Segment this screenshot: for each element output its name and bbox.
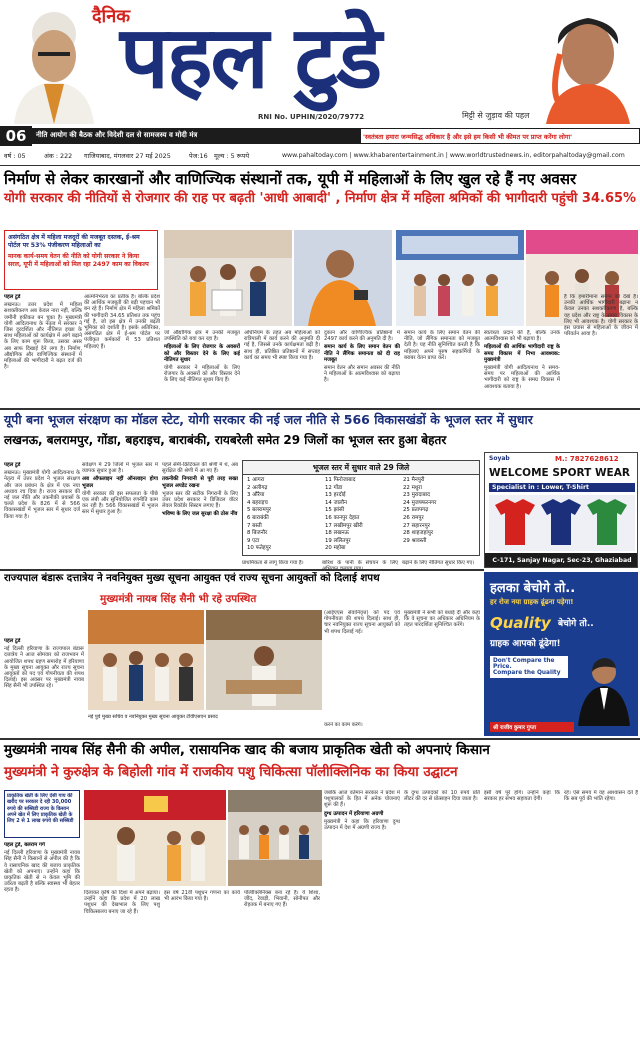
- story1-col7-text: स्वतंत्रता प्रदान की है, बल्कि उनके आत्मविश्वास को भी बढ़ाया है।: [484, 330, 560, 343]
- story1-col6-text: समान कार्य के लिए समान वेतन की नीति, जो लैंगिक समानता को मजबूत देती है। यह नीति सुनिश्चित करती है कि महिलाएं अपने पुरुष सहकर्मियों के बराबर वेतन प्राप्त करें।: [404, 330, 480, 361]
- story1-box1: असंगठित क्षेत्र में महिला मजदूरों की मजबूत दस्तक, ई-श्रम पोर्टल पर 53% पंजीकरण महिलाओं का: [8, 234, 140, 249]
- ticker-right-text: 'स्वतंत्रता हमारा जन्मसिद्ध अधिकार है और इसे हम किसी भी कीमत पर प्राप्त करेंगा लोगा': [363, 133, 573, 141]
- story4-col8-text: रहे। ऐसे समय में वह आश्वासन देते हैं कि सब पूर्व की भांति रहेगा।: [564, 790, 638, 803]
- ad2-name: श्री राजीव कुमार गुप्ता: [490, 722, 574, 732]
- district-item: 29 श्रावस्ती: [403, 537, 427, 544]
- district-item: 5 बलरामपुर: [247, 507, 271, 514]
- district-item: 13 हरदोई: [325, 492, 346, 499]
- district-item: 9 एटा: [247, 537, 260, 544]
- district-item: 14 जालौन: [325, 499, 348, 506]
- story4-col2-text: दिलाकर कृषि को दिशा में अपने बढ़ाया। उन्होंने कहा कि प्रदेश में 20 लाख पशुधन की देखभाल के लिए पशु चिकित्सालय बनाए जा रहे हैं।: [84, 890, 160, 915]
- story1-col3-sub: महिलाओं के लिए रोजगार के अवसरों को और विस्तार देने के लिए कई नीतिगत सुधार: [164, 344, 240, 363]
- story3-col4-text: करने का काम करेंगे।: [324, 722, 363, 728]
- story3-caption: नई पुर्व मुख्य सचिव व नवनियुक्त मुख्य सूचना आयुक्त टीवीएसएन प्रसाद: [88, 714, 218, 720]
- story1-col2-text: आत्मनिर्भरता का प्रतीक है। बल्कि प्रदेश की आर्थिक मजबूती की बड़ी पहचान भी बन रहे हैं। निर्माण क्षेत्र में महिला श्रमिकों की भागीदारी 34.65 प्रतिशत तक पहुंच गई है, जो इस क्षेत्र में उनकी बढ़ती भूमिका को दर्शाती है। इसके अतिरिक्त, असंगठित क्षेत्र में ई-श्रम पोर्टल पर पंजीकृत कर्मकारों में 53 प्रतिशत महिलाएं हैं।: [84, 294, 160, 350]
- story4-col-8: [564, 790, 638, 1036]
- page-number: 06: [0, 126, 32, 146]
- story1-byline: पहल टुडे: [4, 294, 21, 300]
- ad-sportwear: [484, 452, 638, 568]
- story1-col5-text2: समान वेतन और समान अवसर की नीति ने महिलाओं के आत्मविश्वास को बढ़ाया है।: [324, 365, 400, 384]
- story3-col3-text: मुख्यमंत्री ने सभी को बधाई दी और कहा कि वे सूचना का अधिकार अधिनियम के तहत पारदर्शिता सुनिश्चित करेंगे।: [404, 610, 480, 629]
- story1-photo-3: [396, 230, 524, 326]
- story1-col8-text: है कि हमारीमाना समान को देखे हैं। उनकी आर्थिक भागीदारी बढ़ाना न केवल उनका सशक्तीकरण है, बल्कि यह प्रदेश और राष्ट्र के समग्र विकास के लिए भी आवश्यक है। योगी सरकार के इस प्रयास से महिलाओं के जीवन में परिवर्तन आया है।: [564, 294, 638, 338]
- story1-col-3: [164, 330, 240, 406]
- story4-col-5: [324, 790, 400, 1036]
- district-item: 21 मैनपुरी: [403, 477, 425, 483]
- story2-col-2: [82, 462, 158, 566]
- story3-col-3: [404, 610, 480, 726]
- story1-col-5: [324, 330, 400, 406]
- district-item: 24 मुजफ्फरनगर: [403, 499, 437, 506]
- story1-col-4: [244, 330, 320, 406]
- masthead: [0, 0, 640, 128]
- ticker-left: नीति आयोग की बैठक और विदेशी दल से सामजस्य व मोदी मंत्र: [36, 131, 198, 139]
- story2-col2-sub: अब ऑफलाइन नहीं ऑनलाइन होगा भूजल: [82, 476, 158, 489]
- story2-col3-sub2: भविष्य के लिए जल सुरक्षा की ठोस नींव: [162, 511, 238, 518]
- ad1-phone: M.: 7827628612: [555, 455, 619, 463]
- district-item: 27 सहारनपुर: [403, 522, 430, 529]
- story3-col-2: [324, 610, 400, 726]
- ad2-quality: Quality: [490, 614, 551, 632]
- ad1-spec: Specialist in : Lower, T-Shirt: [489, 483, 635, 492]
- district-item: 20 महोबा: [325, 545, 346, 552]
- ad1-address: C-171, Sanjay Nagar, Sec-23, Ghaziabad: [485, 553, 638, 568]
- story1-box2: मानक कार्य-समय वेतन की नीति को योगी सरकार ने किया सरल, यूपी में महिलाओं को मिल रहा 2497 काम का विकल्प: [8, 253, 149, 268]
- story1-col3-text2: योगी सरकार ने महिलाओं के लिए रोजगार के अवसरों को और विस्तार देने के लिए कई नीतिगत सुधार किए हैं।: [164, 365, 240, 384]
- story4-col-7: [484, 790, 560, 1036]
- story2-col3-sub: तकनीकी निगरानी से पूरी तरह सख्त भूजल अपडेट रखना: [162, 476, 238, 489]
- ad2-person-image: [574, 654, 634, 726]
- district-item: 8 बिजनौर: [247, 530, 268, 537]
- story4-subhead: मुख्यमंत्री ने कुरुक्षेत्र के बिहोली गांव में राजकीय पशु चिकित्सा पॉलीक्लिनिक का किया उद्घाटन: [4, 765, 458, 780]
- masthead-portrait-left: [4, 4, 104, 124]
- story2-col3-text: पहले सेमी-क्रिटिकल की श्रेणी में थे, अब सुरक्षित की श्रेणी में आ गए हैं।: [162, 462, 238, 475]
- district-item: 15 झांसी: [325, 507, 345, 514]
- story4-col1-text: नई दिल्ली हरियाणा के मुख्यमंत्री नायब सिंह सैनी ने किसानों से अपील की है कि वे रासायनिक खाद की बजाय प्राकृतिक खेती को अपनाएं। उन्होंने कहा कि प्राकृतिक खेती से न केवल भूमि की उर्वरता बढ़ती है बल्कि स्वास्थ्य भी बेहतर रहता है।: [4, 850, 80, 894]
- story3-col-4: [324, 722, 480, 730]
- story2-col-1: [4, 462, 80, 566]
- story4-col5-text2: मुख्यमंत्री ने कहा कि हरियाणा दुग्ध उत्पादन में देश में अग्रणी राज्य है।: [324, 818, 400, 832]
- story1-box: [4, 230, 158, 290]
- ad2-quality-3: ग्राहक आपको ढूंढेगा!: [490, 639, 561, 649]
- story1-col4-text: अधिनियम के तहत अब महिलाओं को रात्रिपाली में कार्य करने की अनुमति दी गई है, जिससे उनके कार्यक्षमता बढ़ी है। साथ ही, प्रतिष्ठित प्रतिष्ठानों में सप्ताह कार्य का समय भी स्पष्ट किया गया है।: [244, 330, 320, 361]
- story4-col6-text: के दुग्ध उत्पादकों को 10 रुपये प्रति लीटर की दर से प्रोत्साहन दिया जाता है।: [404, 790, 480, 803]
- masthead-rni: RNI No. UPHIN/2020/79772: [258, 113, 365, 121]
- dateline: [0, 146, 640, 166]
- story1-col1-text: लखनऊ। उत्तर प्रदेश में महिला सशक्तीकरण अब केवल नारा नहीं, बल्कि जमीनी हकीकत बन चुका है। मुख्यमंत्री योगी आदित्यनाथ के नेतृत्व में सरकार ने जिस दूरदर्शिता और नीतिगत इच्छा के साथ महिलाओं को कार्यक्षेत्र में आगे बढ़ाने के लिए काम शुरू किया, उसका असर अब साफ दिखाई देने लगा है। निर्माण, औद्योगिक और वाणिज्यिक संस्थानों में महिलाओं की भागीदारी ने बढ़त दर्ज की है।: [4, 302, 82, 371]
- story1-col-2: [84, 294, 160, 406]
- story1-col-6: [404, 330, 480, 406]
- district-item: 17 लखीमपुर खीरी: [325, 522, 363, 529]
- district-item: 4 बहराइच: [247, 499, 268, 506]
- story2-col5-text: बारिश के पानी के संचयन के लिए: [322, 560, 398, 566]
- story4-col-2: [84, 890, 160, 1036]
- district-table: [242, 460, 480, 556]
- story4-photo-1: [84, 790, 226, 886]
- story1-col-8: [564, 294, 638, 406]
- district-item: 1 आगरा: [247, 477, 265, 483]
- story4-col7-text: इसी वर्ष पूरे होंगे। उन्होंने कहा कि सरकार हर संभव सहायता देगी।: [484, 790, 560, 803]
- masthead-portrait-right: [540, 4, 636, 124]
- story4-col-1: [4, 842, 80, 1036]
- divider: [0, 738, 640, 740]
- district-item: 11 फिरोजाबाद: [325, 477, 356, 483]
- district-item: 19 ललितपुर: [325, 537, 351, 544]
- story1-photo-2: [294, 230, 392, 326]
- story4-col5-sub: दुग्ध उत्पादन में हरियाणा अग्रणी: [324, 810, 384, 817]
- dateline-year: वर्ष : 05: [4, 152, 26, 160]
- story1-col5-sub: समान कार्य के लिए समान वेतन की नीति ने लैंगिक समानता को दी राह मजबूत: [324, 344, 400, 363]
- ad1-shirts-image: [489, 495, 635, 551]
- story3-byline: पहल टुडे: [4, 638, 21, 644]
- story1-col7-text2: मुख्यमंत्री योगी आदित्यनाथ ने समय-समय पर महिलाओं की आर्थिक भागीदारी को राष्ट्र के समग्र विकास में आवश्यक बताया है।: [484, 365, 560, 390]
- district-col-3: [403, 477, 477, 545]
- divider: [0, 408, 640, 410]
- story3-col2-text: (आईएएस सेवानिवृत्त) को पद एवं गोपनीयता की शपथ दिलाई। साथ ही, चार नवनियुक्त राज्य सूचना आयुक्तों को भी शपथ दिलाई गई।: [324, 610, 400, 635]
- story4-box: [4, 790, 80, 838]
- story1-col3-text: जो औद्योगिक क्षेत्र में उनकी मजबूत उपस्थिति को बयां कर रहा है।: [164, 330, 240, 343]
- ad2-english-2: Compare the Quality: [493, 670, 561, 676]
- story2-col3-text2: भूजल स्तर की सटीक निगरानी के लिए उत्तर प्रदेश सरकार ने डिजिटल वॉटर लेवल रिकॉर्डर सिस्टम लगाए हैं।: [162, 490, 238, 510]
- story4-col-6: [404, 790, 480, 1036]
- story1-headline: निर्माण से लेकर कारखानों और वाणिज्यिक संस्थानों तक, यूपी में महिलाओं के लिए खुल रहे हैं नए अवसर: [4, 170, 577, 188]
- district-item: 3 औरैया: [247, 492, 265, 499]
- story4-headline: मुख्यमंत्री नायब सिंह सैनी की अपील, रासायनिक खाद की बजाय प्राकृतिक खेती को अपनाएं किसान: [4, 743, 490, 758]
- district-table-title: भूजल स्तर में सुधार वाले 29 जिले: [243, 461, 479, 475]
- story3-photo-2: [206, 610, 322, 710]
- masthead-tagline: मिट्टी से जुड़ाव की पहल: [462, 111, 530, 120]
- dateline-sites: www.pahaltoday.com | www.khabarentertainment.in | www.worldtrustednews.in, editorpahaltoday@gmail.com: [282, 152, 625, 159]
- dateline-pages: पेज:16: [189, 152, 208, 160]
- masthead-prefix: दैनिक: [92, 6, 131, 27]
- district-item: 25 प्रतापगढ़: [403, 507, 429, 514]
- story4-col3-text: इस वर्ष 21वीं पशुधन गणना का कार्य भी आरंभ किया गया है।: [164, 890, 240, 903]
- district-item: 23 मुरादाबाद: [403, 492, 430, 499]
- story2-col-3: [162, 462, 238, 566]
- story4-photo-2: [228, 790, 322, 886]
- ad2-english: [490, 656, 568, 678]
- story2-subhead: लखनऊ, बलरामपुर, गोंडा, बहराइच, बाराबंकी, रायबरेली समेत 29 जिलों का भूजल स्तर हुआ बेहतर: [4, 433, 447, 447]
- story1-col5-text: दुकान और वाणिज्यिक प्रतिष्ठानों में 2497 कार्य करने की अनुमति दी है।: [324, 330, 400, 343]
- story1-col-1: [4, 294, 82, 406]
- dateline-place-date: गाजियाबाद, मंगलवार 27 मई 2025: [84, 152, 171, 160]
- district-item: 7 बस्ती: [247, 522, 262, 529]
- story4-col5-text: जबकि आज वर्तमान सरकार ने प्रदेश में पशुपालकों के हित में अनेक योजनाएं शुरू की हैं।: [324, 790, 400, 809]
- district-col-1: [247, 477, 321, 553]
- dateline-price: मूल्य : 5 रूपये: [214, 152, 250, 160]
- story2-col6-text: बढ़ाने के लिए नीतिगत सुधार किए गए।: [402, 560, 475, 566]
- district-item: 12 गोंडा: [325, 484, 343, 491]
- district-item: 6 बाराबंकी: [247, 514, 269, 521]
- story1-photo-1: [164, 230, 292, 326]
- ad2-title: हलका बेचोगे तो..: [490, 581, 576, 596]
- district-item: 16 कानपुर देहात: [325, 514, 360, 521]
- story2-col2-text: सर्वेक्षण में 29 जिलों में भूजल स्तर में व्यापक सुधार हुआ है।: [82, 462, 158, 475]
- district-item: 10 फतेहपुर: [247, 545, 271, 552]
- ad2-quality-2: बेचोगे तो..: [558, 619, 594, 629]
- district-item: 22 मथुरा: [403, 484, 422, 491]
- story3-subhead: मुख्यमंत्री नायब सिंह सैनी भी रहे उपस्थित: [100, 593, 257, 605]
- story3-col1-text: नई दिल्ली हरियाणा के राज्यपाल बंडारू दत्तात्रेय ने आज सोमवार को राजभवन में आयोजित शपथ ग्रहण समारोह में हरियाणा के मुख्य सूचना आयुक्त और राज्य सूचना आयुक्तों को पद एवं गोपनीयता की शपथ दिलाई। इस अवसर पर मुख्यमंत्री नायब सिंह सैनी भी उपस्थित रहे।: [4, 646, 84, 690]
- story2-byline: पहल टुडे: [4, 462, 21, 468]
- divider: [0, 569, 484, 571]
- masthead-title: पहल टुडे: [120, 8, 381, 108]
- ad2-english-1: Don't Compare the Price.: [493, 658, 555, 670]
- story3-headline: राज्यपाल बंडारू दत्तात्रेय ने नवनियुक्त मुख्य सूचना आयुक्त एवं राज्य सूचना आयुक्तों को दिलाई शपथ: [4, 573, 380, 584]
- story2-headline: यूपी बना भूजल संरक्षण का मॉडल स्टेट, योगी सरकार की नई जल नीति से 566 विकासखंडों के भूजल स्तर में सुधार: [4, 412, 533, 427]
- story3-col-1: [4, 638, 84, 728]
- district-item: 26 रामपुर: [403, 514, 424, 521]
- ad1-title: WELCOME SPORT WEAR: [489, 467, 630, 479]
- district-item: 2 अलीगढ़: [247, 484, 268, 491]
- dateline-issue: अंक : 222: [44, 152, 73, 160]
- ad-quality: [484, 572, 638, 736]
- story1-col-7: [484, 330, 560, 406]
- story2-col2-text2: योगी सरकार की इस सफलता के पीछे एक लंबी और सुनियोजित रणनीति काम कर रही है। 566 विकासखंडों में भूजल स्तर में सुधार हुआ है।: [82, 490, 158, 516]
- story2-col4-text: प्राथमिकता से लागू किया गया है।: [242, 560, 304, 566]
- ad2-sub: हर रोज नया ग्राहक ढूंढना पड़ेगा!: [490, 598, 574, 606]
- story4-col-3: [164, 890, 240, 1036]
- district-item: 28 शाहजहांपुर: [403, 530, 434, 537]
- story4-col4-text: पॉलीक्लिनिक्स बना रहे हैं। ये शिशा, जींद, रेवाड़ी, भिवानी, सोनीपत और रोहतक में बनाए गए हैं।: [244, 890, 320, 909]
- story1-subhead: योगी सरकार की नीतियों से रोजगार की राह पर बढ़ती 'आधी आबादी' , निर्माण क्षेत्र में महिला श्रमिकों की भागीदारी पहुंची 34.65%: [4, 191, 637, 206]
- story3-photo-1: [88, 610, 204, 710]
- story1-col7-sub: महिलाओं की आर्थिक भागीदारी राष्ट्र के समग्र विकास में निभा आवश्यक: मुख्यमंत्री: [484, 344, 560, 363]
- story4-box-text: प्राकृतिक खेती के लिए देसी गाय की खरीद पर सरकार दे रही 30,000 रुपये की सब्सिडी राज्य के किसान अपने खेत में लिए प्राकृतिक खेती के लिए 2 से 1 लाख रुपये की सब्सिडी: [7, 793, 74, 825]
- story4-col-4: [244, 890, 320, 1036]
- ad1-brand: Soyab: [489, 455, 510, 462]
- story4-byline: पहल टुडे, बलराम गर्ग: [4, 842, 45, 848]
- district-item: 18 लखनऊ: [325, 530, 349, 537]
- district-col-2: [325, 477, 399, 553]
- story2-col1-text: लखनऊ। मुख्यमंत्री योगी आदित्यनाथ के नेतृत्व में उत्तर प्रदेश ने भूजल संरक्षण और जल प्रबंधन के क्षेत्र में एक नया अध्याय रच दिया है। राज्य सरकार की नई जल नीति और तकनीकी प्रयासों के चलते प्रदेश के 826 में से 566 विकासखंडों में भूजल स्तर में सुधार दर्ज किया गया है।: [4, 470, 80, 520]
- ticker-right: [360, 128, 640, 144]
